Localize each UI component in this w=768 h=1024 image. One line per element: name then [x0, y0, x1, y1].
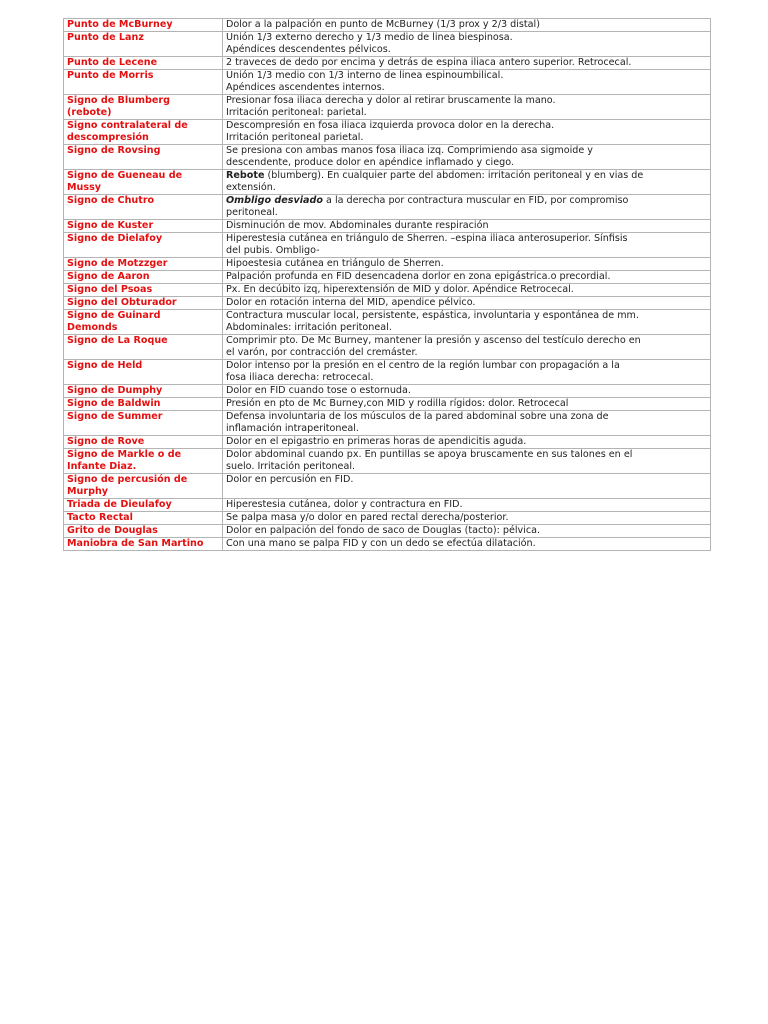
sign-name-cell: Signo de Aaron	[64, 271, 223, 284]
table-row	[64, 258, 711, 271]
sign-description-cell	[223, 32, 711, 57]
description-text: Unión 1/3 medio con 1/3 interno de linea espinoumbilical. Apéndices ascendentes internos.	[226, 70, 504, 93]
table-row	[64, 474, 711, 499]
description-text: Disminución de mov. Abdominales durante respiración	[226, 220, 489, 231]
table-row	[64, 360, 711, 385]
description-text: Dolor intenso por la presión en el centro de la región lumbar con propagación a la fosa iliaca derecha: retrocecal.	[226, 360, 620, 383]
table-row	[64, 32, 711, 57]
sign-name-cell: Punto de Lecene	[64, 57, 223, 70]
table-row	[64, 436, 711, 449]
sign-description-cell	[223, 195, 711, 220]
table-row	[64, 512, 711, 525]
sign-name-cell: Signo de Dielafoy	[64, 233, 223, 258]
description-text: Comprimir pto. De Mc Burney, mantener la presión y ascenso del testículo derecho en el varón, por contracción del cremáster.	[226, 335, 641, 358]
sign-name-cell: Triada de Dieulafoy	[64, 499, 223, 512]
description-text: Se presiona con ambas manos fosa iliaca izq. Comprimiendo asa sigmoide y descendente, produce dolor en apéndice inflamado y ciego.	[226, 145, 593, 168]
description-text: Px. En decúbito izq, hiperextensión de MID y dolor. Apéndice Retrocecal.	[226, 284, 574, 295]
sign-description-cell	[223, 57, 711, 70]
description-text: a la derecha por contractura muscular en FID, por compromiso peritoneal.	[226, 195, 629, 218]
table-row	[64, 449, 711, 474]
sign-name-cell: Signo de Held	[64, 360, 223, 385]
sign-description-cell	[223, 233, 711, 258]
sign-description-cell	[223, 19, 711, 32]
sign-name-cell: Signo del Obturador	[64, 297, 223, 310]
sign-description-cell	[223, 120, 711, 145]
description-text: Dolor en rotación interna del MID, apendice pélvico.	[226, 297, 476, 308]
sign-name-cell: Signo de La Roque	[64, 335, 223, 360]
sign-description-cell	[223, 95, 711, 120]
description-lead-term: Rebote	[226, 170, 265, 181]
description-text: Presión en pto de Mc Burney,con MID y rodilla rígidos: dolor. Retrocecal	[226, 398, 569, 409]
sign-name-cell: Signo de Gueneau de Mussy	[64, 170, 223, 195]
description-text: Dolor en percusión en FID.	[226, 474, 354, 485]
sign-name-cell: Signo de Rovsing	[64, 145, 223, 170]
table-row	[64, 220, 711, 233]
sign-description-cell	[223, 538, 711, 551]
sign-name-cell: Punto de Morris	[64, 70, 223, 95]
table-row	[64, 284, 711, 297]
signs-table	[63, 18, 711, 551]
sign-description-cell	[223, 474, 711, 499]
signs-table-body	[64, 19, 711, 551]
sign-description-cell	[223, 411, 711, 436]
table-row	[64, 233, 711, 258]
description-text: Se palpa masa y/o dolor en pared rectal derecha/posterior.	[226, 512, 509, 523]
sign-description-cell	[223, 512, 711, 525]
table-row	[64, 297, 711, 310]
sign-name-cell: Signo de Guinard Demonds	[64, 310, 223, 335]
table-row	[64, 120, 711, 145]
table-row	[64, 145, 711, 170]
sign-name-cell: Signo de Markle o de Infante Diaz.	[64, 449, 223, 474]
sign-name-cell: Punto de McBurney	[64, 19, 223, 32]
table-row	[64, 525, 711, 538]
sign-name-cell: Signo de Kuster	[64, 220, 223, 233]
table-row	[64, 19, 711, 32]
sign-description-cell	[223, 310, 711, 335]
sign-name-cell: Punto de Lanz	[64, 32, 223, 57]
description-text: Unión 1/3 externo derecho y 1/3 medio de linea biespinosa. Apéndices descendentes pélvicos.	[226, 32, 513, 55]
sign-description-cell	[223, 271, 711, 284]
sign-description-cell	[223, 297, 711, 310]
sign-description-cell	[223, 220, 711, 233]
table-row	[64, 170, 711, 195]
description-text: Dolor abdominal cuando px. En puntillas se apoya bruscamente en sus talones en el suelo. Irritación peritoneal.	[226, 449, 633, 472]
sign-description-cell	[223, 145, 711, 170]
sign-description-cell	[223, 284, 711, 297]
sign-name-cell: Signo de Baldwin	[64, 398, 223, 411]
table-row	[64, 57, 711, 70]
sign-description-cell	[223, 258, 711, 271]
description-text: Hiperestesia cutánea en triángulo de Sherren. –espina iliaca anterosuperior. Sínfisis del pubis. Ombligo-	[226, 233, 628, 256]
table-row	[64, 70, 711, 95]
sign-name-cell: Signo de Chutro	[64, 195, 223, 220]
description-text: Contractura muscular local, persistente, espástica, involuntaria y espontánea de mm. Abdominales: irritación peritoneal.	[226, 310, 639, 333]
table-row	[64, 411, 711, 436]
description-text: Descompresión en fosa iliaca izquierda provoca dolor en la derecha. Irritación peritoneal parietal.	[226, 120, 555, 143]
description-text: Palpación profunda en FID desencadena dorlor en zona epigástrica.o precordial.	[226, 271, 611, 282]
sign-name-cell: Signo contralateral de descompresión	[64, 120, 223, 145]
sign-name-cell: Signo de Summer	[64, 411, 223, 436]
sign-name-cell: Signo de Motzzger	[64, 258, 223, 271]
description-text: Presionar fosa iliaca derecha y dolor al retirar bruscamente la mano. Irritación peritoneal: parietal.	[226, 95, 556, 118]
sign-description-cell	[223, 398, 711, 411]
description-text: Con una mano se palpa FID y con un dedo se efectúa dilatación.	[226, 538, 536, 549]
sign-name-cell: Maniobra de San Martino	[64, 538, 223, 551]
sign-description-cell	[223, 436, 711, 449]
sign-name-cell: Signo de percusión de Murphy	[64, 474, 223, 499]
description-text: Dolor en palpación del fondo de saco de Douglas (tacto): pélvica.	[226, 525, 541, 536]
sign-description-cell	[223, 449, 711, 474]
sign-name-cell: Signo de Rove	[64, 436, 223, 449]
sign-name-cell: Signo de Blumberg (rebote)	[64, 95, 223, 120]
description-lead-term: Ombligo desviado	[226, 195, 323, 206]
description-text: Defensa involuntaria de los músculos de la pared abdominal sobre una zona de inflamación intraperitoneal.	[226, 411, 609, 434]
table-row	[64, 335, 711, 360]
description-text: Dolor en FID cuando tose o estornuda.	[226, 385, 411, 396]
description-text: Dolor en el epigastrio en primeras horas de apendicitis aguda.	[226, 436, 527, 447]
sign-name-cell: Tacto Rectal	[64, 512, 223, 525]
sign-name-cell: Grito de Douglas	[64, 525, 223, 538]
sign-description-cell	[223, 525, 711, 538]
table-row	[64, 95, 711, 120]
sign-name-cell: Signo de Dumphy	[64, 385, 223, 398]
sign-name-cell: Signo del Psoas	[64, 284, 223, 297]
description-text: Hipoestesia cutánea en triángulo de Sherren.	[226, 258, 444, 269]
sign-description-cell	[223, 499, 711, 512]
table-row	[64, 310, 711, 335]
sign-description-cell	[223, 385, 711, 398]
sign-description-cell	[223, 170, 711, 195]
table-row	[64, 398, 711, 411]
sign-description-cell	[223, 360, 711, 385]
description-text: Hiperestesia cutánea, dolor y contractura en FID.	[226, 499, 463, 510]
description-text: Dolor a la palpación en punto de McBurney (1/3 prox y 2/3 distal)	[226, 19, 540, 30]
sign-description-cell	[223, 70, 711, 95]
description-text: 2 traveces de dedo por encima y detrás de espina iliaca antero superior. Retrocecal.	[226, 57, 632, 68]
table-row	[64, 271, 711, 284]
table-row	[64, 538, 711, 551]
table-row	[64, 385, 711, 398]
sign-description-cell	[223, 335, 711, 360]
description-text: (blumberg). En cualquier parte del abdomen: irritación peritoneal y en vias de extensión.	[226, 170, 644, 193]
table-row	[64, 499, 711, 512]
table-row	[64, 195, 711, 220]
